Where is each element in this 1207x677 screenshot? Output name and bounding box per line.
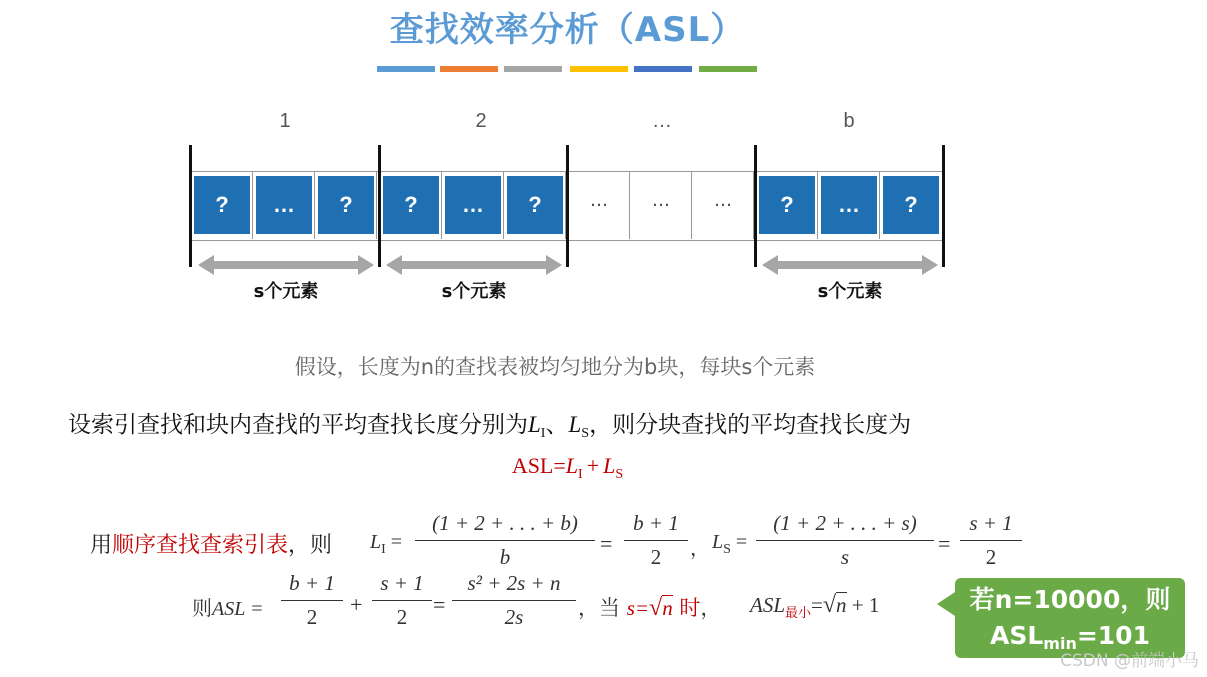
block-divider [378, 145, 381, 267]
plus-sign: + [350, 592, 363, 617]
element-box: … [445, 176, 501, 234]
symbol-L: L [568, 412, 582, 437]
subscript-S: S [615, 467, 624, 482]
block-divider [942, 145, 945, 267]
ellipsis-cell: … [652, 190, 670, 211]
element-box: ? [194, 176, 250, 234]
subscript-S: S [723, 542, 731, 557]
color-bar-segment [377, 66, 435, 72]
comma: ， [690, 538, 710, 560]
n-symbol: n [662, 596, 673, 620]
plus-sign: + [586, 453, 600, 478]
asl-min-formula: $ASL_{最小}=√n + 1$ [750, 592, 880, 621]
color-bar-segment [570, 66, 628, 72]
definition-prefix: 设索引查找和块内查找的平均查找长度分别为 [68, 412, 528, 438]
sqrt-icon: √ [649, 595, 663, 621]
LS-result-numerator: s + 1 [960, 511, 1022, 541]
n-symbol: n [836, 593, 847, 617]
LS-denominator: s [840, 545, 850, 569]
block-label-2: 2 [475, 110, 487, 132]
block-label-b: b [843, 110, 855, 132]
asl-fraction-3 [452, 571, 576, 630]
asl-fraction-2 [372, 571, 432, 630]
asl-f3-numerator: s² + 2s + n [452, 571, 576, 601]
when-clause [578, 592, 721, 622]
equals-sign: = [433, 592, 446, 617]
asl-sum-formula [0, 453, 1135, 483]
LS-lhs: $L_S$ = [712, 531, 748, 557]
method-suffix: ，则 [288, 533, 333, 558]
callout-line-1: 若n=10000，则 [969, 585, 1171, 614]
block-size-label: s个元素 [441, 281, 507, 302]
symbol-L: L [603, 453, 616, 478]
ellipsis-cell: … [590, 190, 608, 211]
block-size-label: s个元素 [817, 281, 883, 302]
LS-numerator: (1 + 2 + . . . + s) [756, 511, 934, 541]
color-bar-segment [634, 66, 692, 72]
subscript-I: I [381, 542, 386, 557]
callout-min-subscript: min [1043, 634, 1077, 653]
color-bar-segment [440, 66, 498, 72]
asl-f2-numerator: s + 1 [372, 571, 432, 601]
slide-title: 查找效率分析（ASL） [389, 10, 746, 50]
LI-denominator: b [499, 545, 511, 569]
LI-numerator: (1 + 2 + . . . + b) [415, 511, 595, 541]
symbol-L: L [370, 531, 382, 553]
min-subscript: 最小 [785, 606, 812, 621]
block-label-1: 1 [279, 110, 291, 132]
block-label-ellipsis: … [652, 110, 672, 132]
double-arrow-icon [198, 254, 374, 276]
double-arrow-icon [386, 254, 562, 276]
subscript-I: I [540, 426, 546, 441]
assumption-text: 假设，长度为n的查找表被均匀地分为b块，每块s个元素 [294, 355, 816, 379]
subscript-S: S [581, 426, 590, 441]
LI-result-fraction [624, 511, 688, 570]
element-box: ? [883, 176, 939, 234]
asl-f1-numerator: b + 1 [281, 571, 343, 601]
sqrt-icon: √ [822, 592, 837, 618]
symbol-L: L [712, 531, 724, 553]
color-bar-segment [504, 66, 562, 72]
LI-lhs: $L_I$ = [370, 531, 403, 557]
LI-result-denominator: 2 [650, 545, 662, 569]
LS-fraction [756, 511, 934, 570]
block-divider [754, 145, 757, 267]
method-highlight: 顺序查找查索引表 [112, 533, 289, 558]
color-bar-segment [699, 66, 757, 72]
block-divider [566, 145, 569, 267]
element-box: ? [383, 176, 439, 234]
element-box: … [256, 176, 312, 234]
element-box: … [821, 176, 877, 234]
asl-f1-denominator: 2 [306, 605, 318, 629]
LS-result-fraction [960, 511, 1022, 570]
LS-result-denominator: 2 [985, 545, 997, 569]
method-text [90, 528, 332, 559]
method-prefix: 用 [90, 533, 113, 558]
s-equals: s= [626, 596, 650, 620]
element-box: ? [759, 176, 815, 234]
asl-eq: ASL= [511, 453, 566, 478]
equals-sign: = [600, 531, 613, 556]
symbol-L: L [528, 412, 541, 437]
LI-fraction [415, 511, 595, 570]
callout-value: =101 [1076, 621, 1150, 650]
plus-one: + 1 [851, 593, 880, 617]
comma: ， [700, 596, 722, 620]
asl-f2-denominator: 2 [396, 605, 408, 629]
double-arrow-icon [762, 254, 938, 276]
element-box: ? [507, 176, 563, 234]
LI-result-numerator: b + 1 [624, 511, 688, 541]
when-label: ，当 [578, 596, 620, 620]
separator: 、 [545, 412, 569, 438]
subscript-I: I [578, 467, 583, 482]
watermark: CSDN @前端小马 [1060, 651, 1199, 671]
asl-fraction-1 [281, 571, 343, 630]
asl-lhs [192, 592, 263, 621]
callout-pointer [937, 592, 955, 616]
definition-suffix: ，则分块查找的平均查找长度为 [589, 412, 912, 438]
asl-f3-denominator: 2s [504, 605, 524, 629]
callout-asl: ASL [990, 621, 1044, 650]
then-label: 则 [192, 598, 212, 620]
time-label: 时 [679, 596, 701, 620]
block-size-label: s个元素 [253, 281, 319, 302]
asl-symbol: ASL = [212, 598, 264, 620]
block-divider [189, 145, 192, 267]
asl-symbol: ASL [750, 593, 786, 617]
element-box: ? [318, 176, 374, 234]
ellipsis-cell: … [714, 190, 732, 211]
symbol-L: L [565, 453, 579, 478]
equals-sign: = [938, 531, 951, 556]
definition-line [68, 406, 911, 442]
